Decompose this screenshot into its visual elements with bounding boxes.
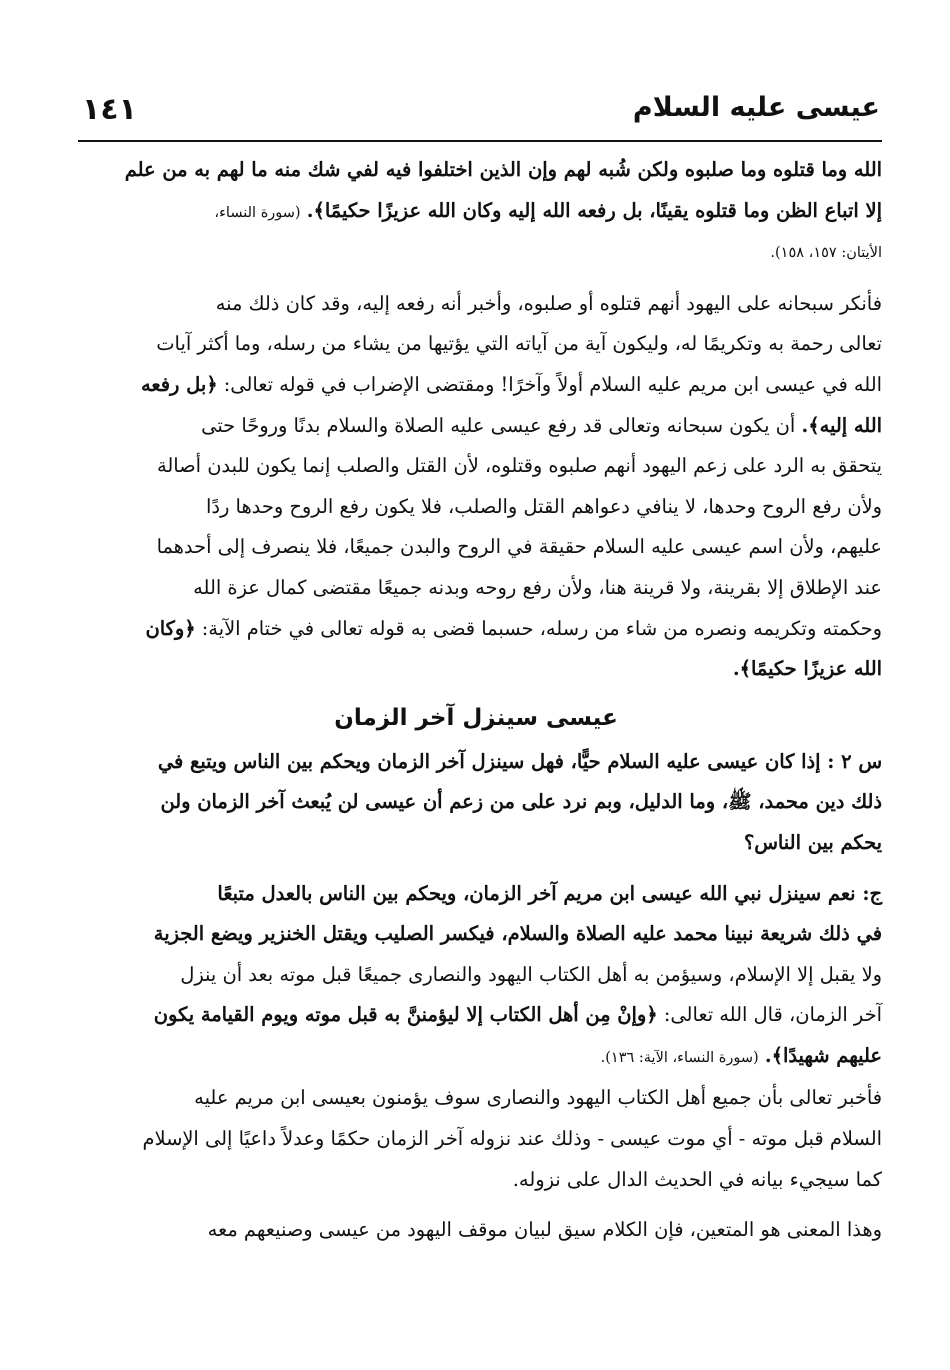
text-line: تعالى رحمة به وتكريمًا له، وليكون آية من آياته التي يؤتيها من يشاء من رسله، وما أكثر آيات	[156, 332, 882, 356]
page-header	[78, 84, 882, 142]
quran-verse: ﴿بل رفعه	[141, 372, 218, 396]
page-body	[70, 150, 882, 1251]
text-line: يتحقق به الرد على زعم اليهود أنهم صلبوه وقتلوه، لأن القتل والصلب إنما يكون للبدن أصالة	[156, 454, 882, 478]
paragraph	[70, 1078, 882, 1200]
question	[70, 742, 882, 864]
text-line: السلام قبل موته - أي موت عيسى - وذلك عند نزوله آخر الزمان حكمًا وعدلاً داعيًا إلى الإسلام	[142, 1127, 882, 1151]
text-span: آخر الزمان، قال الله تعالى:	[663, 1003, 882, 1027]
text-line: يحكم بين الناس؟	[743, 830, 882, 854]
text-line	[70, 995, 882, 1036]
page-number: ١٤١	[82, 92, 137, 127]
text-line: س ٢ : إذا كان عيسى عليه السلام حيًّا، فهل سينزل آخر الزمان ويحكم بين الناس ويتبع في	[157, 749, 882, 773]
text-line: فأخبر تعالى بأن جميع أهل الكتاب اليهود والنصارى سوف يؤمنون بعيسى ابن مريم عليه	[194, 1086, 882, 1110]
text-line	[70, 1036, 882, 1079]
text-line: ولأن رفع الروح وحدها، لا ينافي دعواهم القتل والصلب، فلا يكون رفع الروح وحدها ردًا	[205, 494, 882, 518]
text-line: كما سيجيء بيانه في الحديث الدال على نزوله.	[512, 1167, 882, 1191]
text-line: ولا يقبل إلا الإسلام، وسيؤمن به أهل الكتاب اليهود والنصارى جميعًا قبل موته بعد أن ينزل	[180, 962, 882, 986]
quran-block	[70, 150, 882, 274]
text-line	[70, 365, 882, 406]
quran-verse: الله إليه﴾.	[801, 413, 882, 437]
section-title: عيسى سينزل آخر الزمان	[334, 704, 618, 731]
verse-reference: (سورة النساء، الآية: ١٣٦).	[600, 1049, 759, 1066]
text-line: ج: نعم سينزل نبي الله عيسى ابن مريم آخر الزمان، ويحكم بين الناس بالعدل متبعًا	[217, 881, 882, 905]
verse-reference: الأيتان: ١٥٧، ١٥٨).	[770, 245, 882, 262]
paragraph	[70, 1210, 882, 1251]
text-line: الله وما قتلوه وما صلبوه ولكن شُبه لهم وإن الذين اختلفوا فيه لفي شك منه ما لهم به من علم	[124, 158, 882, 181]
verse-reference: (سورة النساء،	[214, 204, 301, 221]
text-line	[70, 406, 882, 447]
quran-verse: الله عزيزًا حكيمًا﴾.	[732, 657, 882, 681]
text-line	[70, 191, 882, 234]
quran-verse: إلا اتباع الظن وما قتلوه يقينًا، بل رفعه الله إليه وكان الله عزيزًا حكيمًا﴾.	[306, 198, 882, 222]
text-line: وهذا المعنى هو المتعين، فإن الكلام سيق لبيان موقف اليهود من عيسى وصنيعهم معه	[207, 1218, 882, 1242]
quran-verse: ﴿وإنْ مِن أهل الكتاب إلا ليؤمننَّ به قبل موته ويوم القيامة يكون	[153, 1003, 658, 1027]
quran-verse: عليهم شهيدًا﴾.	[764, 1043, 882, 1067]
text-span: أن يكون سبحانه وتعالى قد رفع عيسى عليه الصلاة والسلام بدنًا وروحًا حتى	[201, 413, 796, 437]
text-line	[70, 609, 882, 650]
text-line: فأنكر سبحانه على اليهود أنهم قتلوه أو صلبوه، وأخبر أنه رفعه إليه، وقد كان ذلك منه	[215, 291, 882, 315]
text-span: الله في عيسى ابن مريم عليه السلام أولاً وآخرًا! ومقتضى الإضراب في قوله تعالى:	[223, 372, 882, 396]
running-title: عيسى عليه السلام	[632, 92, 880, 123]
text-line: عند الإطلاق إلا بقرينة، ولا قرينة هنا، ولأن رفع روحه وبدنه جميعًا مقتضى كمال عزة الله	[193, 575, 882, 599]
text-line: في ذلك شريعة نبينا محمد عليه الصلاة والسلام، فيكسر الصليب ويقتل الخنزير ويضع الجزية	[153, 922, 882, 946]
text-line: عليهم، ولأن اسم عيسى عليه السلام حقيقة في الروح والبدن جميعًا، فلا ينصرف إلى أحدهما	[156, 535, 882, 559]
text-span: وحكمته وتكريمه ونصره من شاء من رسله، حسبما قضى به قوله تعالى في ختام الآية:	[201, 616, 882, 640]
answer	[70, 874, 882, 1079]
quran-verse: ﴿وكان	[145, 616, 196, 640]
paragraph	[70, 284, 882, 690]
text-line: ذلك دين محمد، ﷺ، وما الدليل، وبم نرد على من زعم أن عيسى لن يُبعث آخر الزمان ولن	[160, 790, 882, 814]
